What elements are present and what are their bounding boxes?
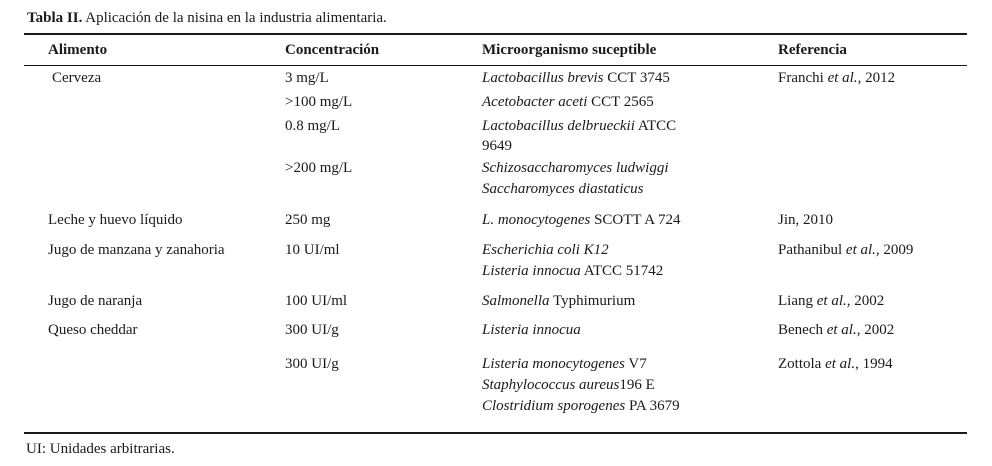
caption-text: Aplicación de la nisina en la industria alimentaria.	[82, 10, 387, 26]
cell-referencia: Zottola et al., 1994	[778, 356, 893, 372]
cell-concentracion: 0.8 mg/L	[285, 118, 340, 134]
table-caption	[27, 9, 387, 27]
cell-microorganismo: Acetobacter aceti CCT 2565	[482, 94, 654, 110]
header-microorganismo: Microorganismo suceptible	[482, 42, 657, 58]
header-referencia: Referencia	[778, 42, 847, 58]
cell-microorganismo: Lactobacillus brevis CCT 3745	[482, 70, 670, 86]
cell-alimento: Queso cheddar	[48, 322, 138, 338]
cell-microorganismo: Saccharomyces diastaticus	[482, 181, 644, 197]
cell-microorganismo: Clostridium sporogenes PA 3679	[482, 398, 680, 414]
cell-concentracion: 100 UI/ml	[285, 293, 348, 309]
cell-alimento: Leche y huevo líquido	[48, 212, 183, 228]
cell-microorganismo: Staphylococcus aureus196 E	[482, 377, 655, 393]
cell-concentracion: >200 mg/L	[285, 160, 353, 176]
cell-concentracion: 300 UI/g	[285, 322, 339, 338]
cell-microorganismo: Listeria innocua	[482, 322, 581, 338]
cell-microorganismo: Listeria innocua ATCC 51742	[482, 263, 664, 279]
top-rule	[24, 33, 967, 35]
cell-referencia: Benech et al., 2002	[778, 322, 895, 338]
cell-alimento: Jugo de manzana y zanahoria	[48, 242, 225, 258]
cell-microorganismo: Escherichia coli K12	[482, 242, 609, 258]
cell-concentracion: 300 UI/g	[285, 356, 339, 372]
caption-label: Tabla II.	[27, 10, 83, 26]
cell-microorganismo: L. monocytogenes SCOTT A 724	[482, 212, 681, 228]
cell-alimento: Cerveza	[52, 70, 102, 86]
cell-concentracion: 10 UI/ml	[285, 242, 340, 258]
cell-microorganismo: Schizosaccharomyces ludwiggi	[482, 160, 669, 176]
header-rule	[24, 65, 967, 66]
cell-referencia: Jin, 2010	[778, 212, 834, 228]
cell-referencia: Franchi et al., 2012	[778, 70, 896, 86]
table-footnote: UI: Unidades arbitrarias.	[26, 441, 175, 457]
cell-microorganismo: Lactobacillus delbrueckii ATCC	[482, 118, 677, 134]
header-concentracion: Concentración	[285, 42, 380, 58]
cell-concentracion: 250 mg	[285, 212, 331, 228]
cell-concentracion: 3 mg/L	[285, 70, 329, 86]
cell-referencia: Pathanibul et al., 2009	[778, 242, 914, 258]
cell-referencia: Liang et al., 2002	[778, 293, 885, 309]
cell-concentracion: >100 mg/L	[285, 94, 353, 110]
cell-microorganismo: Listeria monocytogenes V7	[482, 356, 647, 372]
bottom-rule	[24, 432, 967, 434]
header-alimento: Alimento	[48, 42, 108, 58]
cell-microorganismo: Salmonella Typhimurium	[482, 293, 636, 309]
cell-alimento: Jugo de naranja	[48, 293, 143, 309]
cell-microorganismo: 9649	[482, 138, 512, 154]
